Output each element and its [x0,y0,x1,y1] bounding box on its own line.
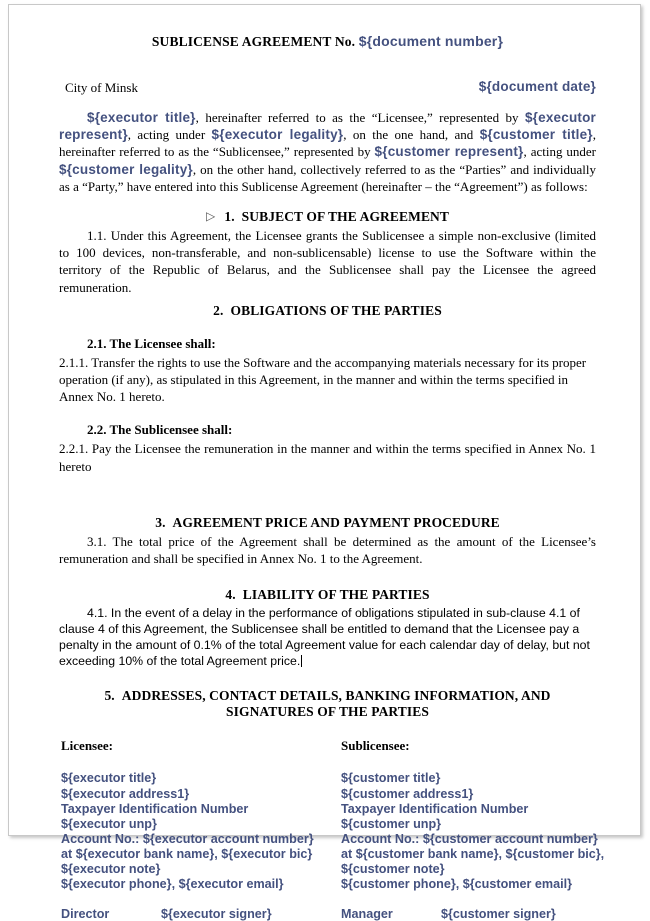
section-5-heading [59,688,596,720]
preamble-text-6: , on the other hand, collectively referred to as the “Parties” and individually as a “Party,” have entered into this Sublicense Agreement (hereinafter – the “Agreement”) as follows: [59,161,596,194]
sublicensee-line: Taxpayer Identification Number [341,801,529,816]
preamble-text-3: , on the one hand, and [343,127,480,143]
section-2-1-heading: 2.1. The Licensee shall: [87,335,216,351]
section-1-title: SUBJECT OF THE AGREEMENT [241,209,449,225]
section-4-number: 4. [225,587,236,603]
section-4-heading [59,587,596,603]
placeholder-executor-title[interactable]: ${executor title} [87,110,196,125]
placeholder-executor-legality[interactable]: ${executor legality} [211,127,344,143]
section-4-title: LIABILITY OF THE PARTIES [242,587,430,603]
licensee-line[interactable]: Account No.: ${executor account number} [61,831,314,846]
licensee-line[interactable]: ${executor unp} [61,816,157,831]
sublicensee-line[interactable]: ${customer title} [341,771,441,786]
sublicensee-line[interactable]: ${customer address1} [341,786,474,801]
licensee-signature-row [61,907,326,921]
preamble-text-4: , hereinafter referred to as the “Sublicensee,” represented by [59,127,596,160]
section-5-number: 5. [104,688,115,704]
preamble-text-2: , acting under [127,127,212,143]
licensee-line[interactable]: ${executor phone}, ${executor email} [61,877,284,892]
licensee-line[interactable]: ${executor note} [61,862,161,876]
section-1-body: 1.1. Under this Agreement, the Licensee grants the Sublicensee a simple non-exclusive (limited to 100 devices, non-transferable, and non-sublicensable) license to use the Software within the territory of the Republic of Belarus, and the Sublicensee shall pay the Licensee the agreed remuneration. [59,228,596,295]
section-5-title-line1: ADDRESSES, CONTACT DETAILS, BANKING INFORMATION, AND [121,688,551,704]
licensee-line[interactable]: ${executor address1} [61,786,190,801]
placeholder-customer-represent[interactable]: ${customer represent} [374,144,524,160]
licensee-line[interactable]: ${executor title} [61,771,157,786]
section-2-2-heading: 2.2. The Sublicensee shall: [87,422,233,438]
section-5-title-line2: SIGNATURES OF THE PARTIES [226,704,429,720]
sublicensee-label: Sublicensee: [341,738,410,754]
section-2-heading [59,303,596,319]
document-page [8,4,641,921]
sublicensee-line[interactable]: at ${customer bank name}, ${customer bic}, [341,846,605,861]
preamble-paragraph [59,109,596,195]
sublicensee-signature-row [341,907,606,921]
placeholder-customer-legality[interactable]: ${customer legality} [59,161,193,177]
city-label: City of Minsk [65,80,138,95]
licensee-label: Licensee: [61,738,113,754]
placeholder-executor-represent[interactable]: ${executor represent} [59,110,596,143]
section-2-title: OBLIGATIONS OF THE PARTIES [230,302,442,318]
triangle-right-icon: ▷ [206,209,216,224]
page-title [59,33,596,50]
sublicensee-line[interactable]: ${customer phone}, ${customer email} [341,877,572,892]
title-prefix: SUBLICENSE AGREEMENT No. [151,34,356,49]
section-3-heading [59,515,596,531]
section-3-body: 3.1. The total price of the Agreement shall be determined as the amount of the Licensee’s remuneration and shall be specified in Annex No. 1 to the Agreement. [59,533,596,567]
section-1-number: 1. [224,209,235,225]
city-date-row [59,80,596,96]
signature-block [59,738,605,921]
placeholder-customer-title[interactable]: ${customer title} [479,127,593,143]
section-3-number: 3. [155,514,166,530]
section-4-body [59,606,596,669]
sublicensee-line[interactable]: ${customer unp} [341,816,442,831]
licensee-role: Director [61,907,110,921]
section-2-2-body: 2.2.1. Pay the Licensee the remuneration in the manner and within the terms specified in Annex No. 1 hereto [59,441,596,474]
sublicensee-role: Manager [341,907,393,921]
placeholder-document-number[interactable]: ${document number} [358,33,504,49]
preamble-text-5: , acting under [523,144,596,160]
licensee-column [61,738,326,921]
sublicensee-line[interactable]: Account No.: ${customer account number} [341,831,598,846]
text-cursor [301,655,302,667]
preamble-text-1: , hereinafter referred to as the “Licensee,” represented by [195,110,525,125]
section-1-heading [59,209,596,225]
section-2-1-body: 2.1.1. Transfer the rights to use the Software and the accompanying materials necessary for its proper operation (if any), as stipulated in this Agreement, in the manner and within the terms specified in Annex No. 1 hereto. [59,354,587,405]
licensee-line: Taxpayer Identification Number [61,801,249,816]
placeholder-customer-signer[interactable]: ${customer signer} [441,907,556,921]
placeholder-document-date[interactable]: ${document date} [478,79,596,94]
placeholder-executor-signer[interactable]: ${executor signer} [161,907,272,921]
section-3-title: AGREEMENT PRICE AND PAYMENT PROCEDURE [172,514,500,530]
sublicensee-column [341,738,606,921]
section-4-body-text: 4.1. In the event of a delay in the performance of obligations stipulated in sub-clause 4.1 of clause 4 of this Agreement, the Sublicensee shall be entitled to demand that the Licensee pay a penalty in the amount of 0.1% of the total Agreement value for each calendar day of delay, but not exceeding 10% of the total Agreement price. [59,606,590,668]
licensee-line[interactable]: at ${executor bank name}, ${executor bic} [61,846,313,861]
document-body [59,5,605,921]
section-2-number: 2. [213,302,224,318]
sublicensee-line[interactable]: ${customer note} [341,862,445,876]
